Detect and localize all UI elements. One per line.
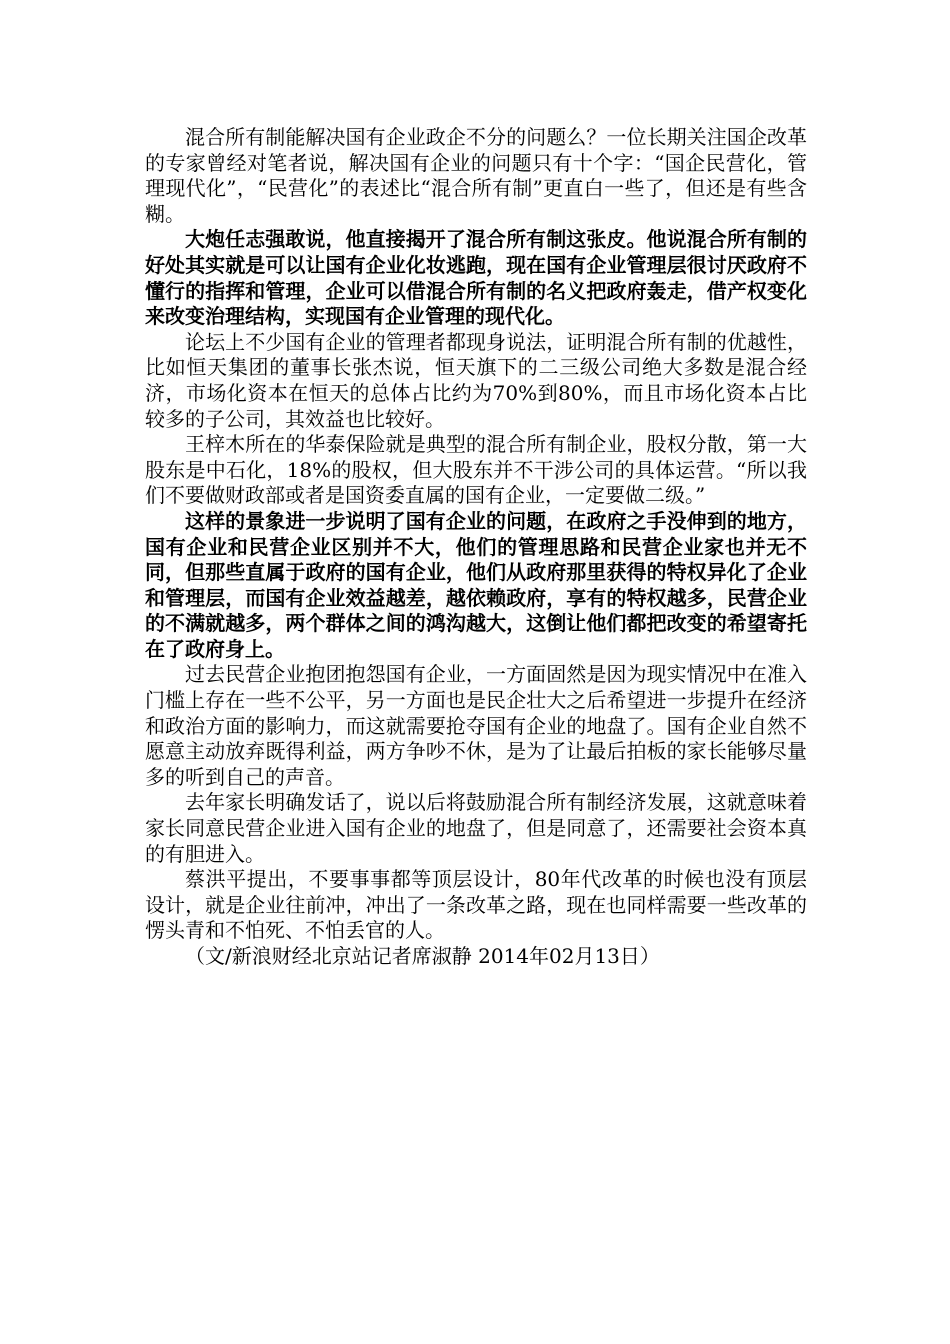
paragraph-mixed-ownership-question: 混合所有制能解决国有企业政企不分的问题么？一位长期关注国企改革的专家曾经对笔者说，解决国有企业的问题只有十个字：“国企民营化，管理现代化”，“民营化”的表述比“混合所有制”更直白一些了，但还是有些含糊。 [145,125,807,226]
paragraph-ren-zhiqiang: 大炮任志强敢说，他直接揭开了混合所有制这张皮。他说混合所有制的好处其实就是可以让国有企业化妆逃跑，现在国有企业管理层很讨厌政府不懂行的指挥和管理，企业可以借混合所有制的名义把政府轰走，借产权变化来改变治理结构，实现国有企业管理的现代化。 [145,227,807,329]
paragraph-private-enterprise-complaints: 过去民营企业抱团抱怨国有企业，一方面固然是因为现实情况中在准入门槛上存在一些不公平，另一方面也是民企壮大之后希望进一步提升在经济和政治方面的影响力，而这就需要抢夺国有企业的地盘了。国有企业自然不愿意主动放弃既得利益，两方争吵不休，是为了让最后拍板的家长能够尽量多的听到自己的声音。 [145,662,807,789]
paragraph-last-year-statement: 去年家长明确发话了，说以后将鼓励混合所有制经济发展，这就意味着家长同意民营企业进入国有企业的地盘了，但是同意了，还需要社会资本真的有胆进入。 [145,790,807,866]
article-byline: （文/新浪财经北京站记者席淑静 2014年02月13日） [185,944,660,968]
article-body [145,125,807,970]
paragraph-forum-managers: 论坛上不少国有企业的管理者都现身说法，证明混合所有制的优越性，比如恒天集团的董事长张杰说，恒天旗下的二三级公司绝大多数是混合经济，市场化资本在恒天的总体占比约为70%到80%，而且市场化资本占比较多的子公司，其效益也比较好。 [145,329,807,431]
paragraph-huatai-insurance: 王梓木所在的华泰保险就是典型的混合所有制企业，股权分散，第一大股东是中石化，18%的股权，但大股东并不干涉公司的具体运营。“所以我们不要做财政部或者是国资委直属的国有企业，一定要做二级。” [145,432,807,508]
paragraph-soe-problem: 这样的景象进一步说明了国有企业的问题，在政府之手没伸到的地方，国有企业和民营企业区别并不大，他们的管理思路和民营企业家也并无不同，但那些直属于政府的国有企业，他们从政府那里获得的特权异化了企业和管理层，而国有企业效益越差，越依赖政府，享有的特权越多，民营企业的不满就越多，两个群体之间的鸿沟越大，这倒让他们都把改变的希望寄托在了政府身上。 [145,508,807,661]
paragraph-cai-hongping: 蔡洪平提出，不要事事都等顶层设计，80年代改革的时候也没有顶层设计，就是企业往前冲，冲出了一条改革之路，现在也同样需要一些改革的愣头青和不怕死、不怕丢官的人。 [145,867,807,943]
